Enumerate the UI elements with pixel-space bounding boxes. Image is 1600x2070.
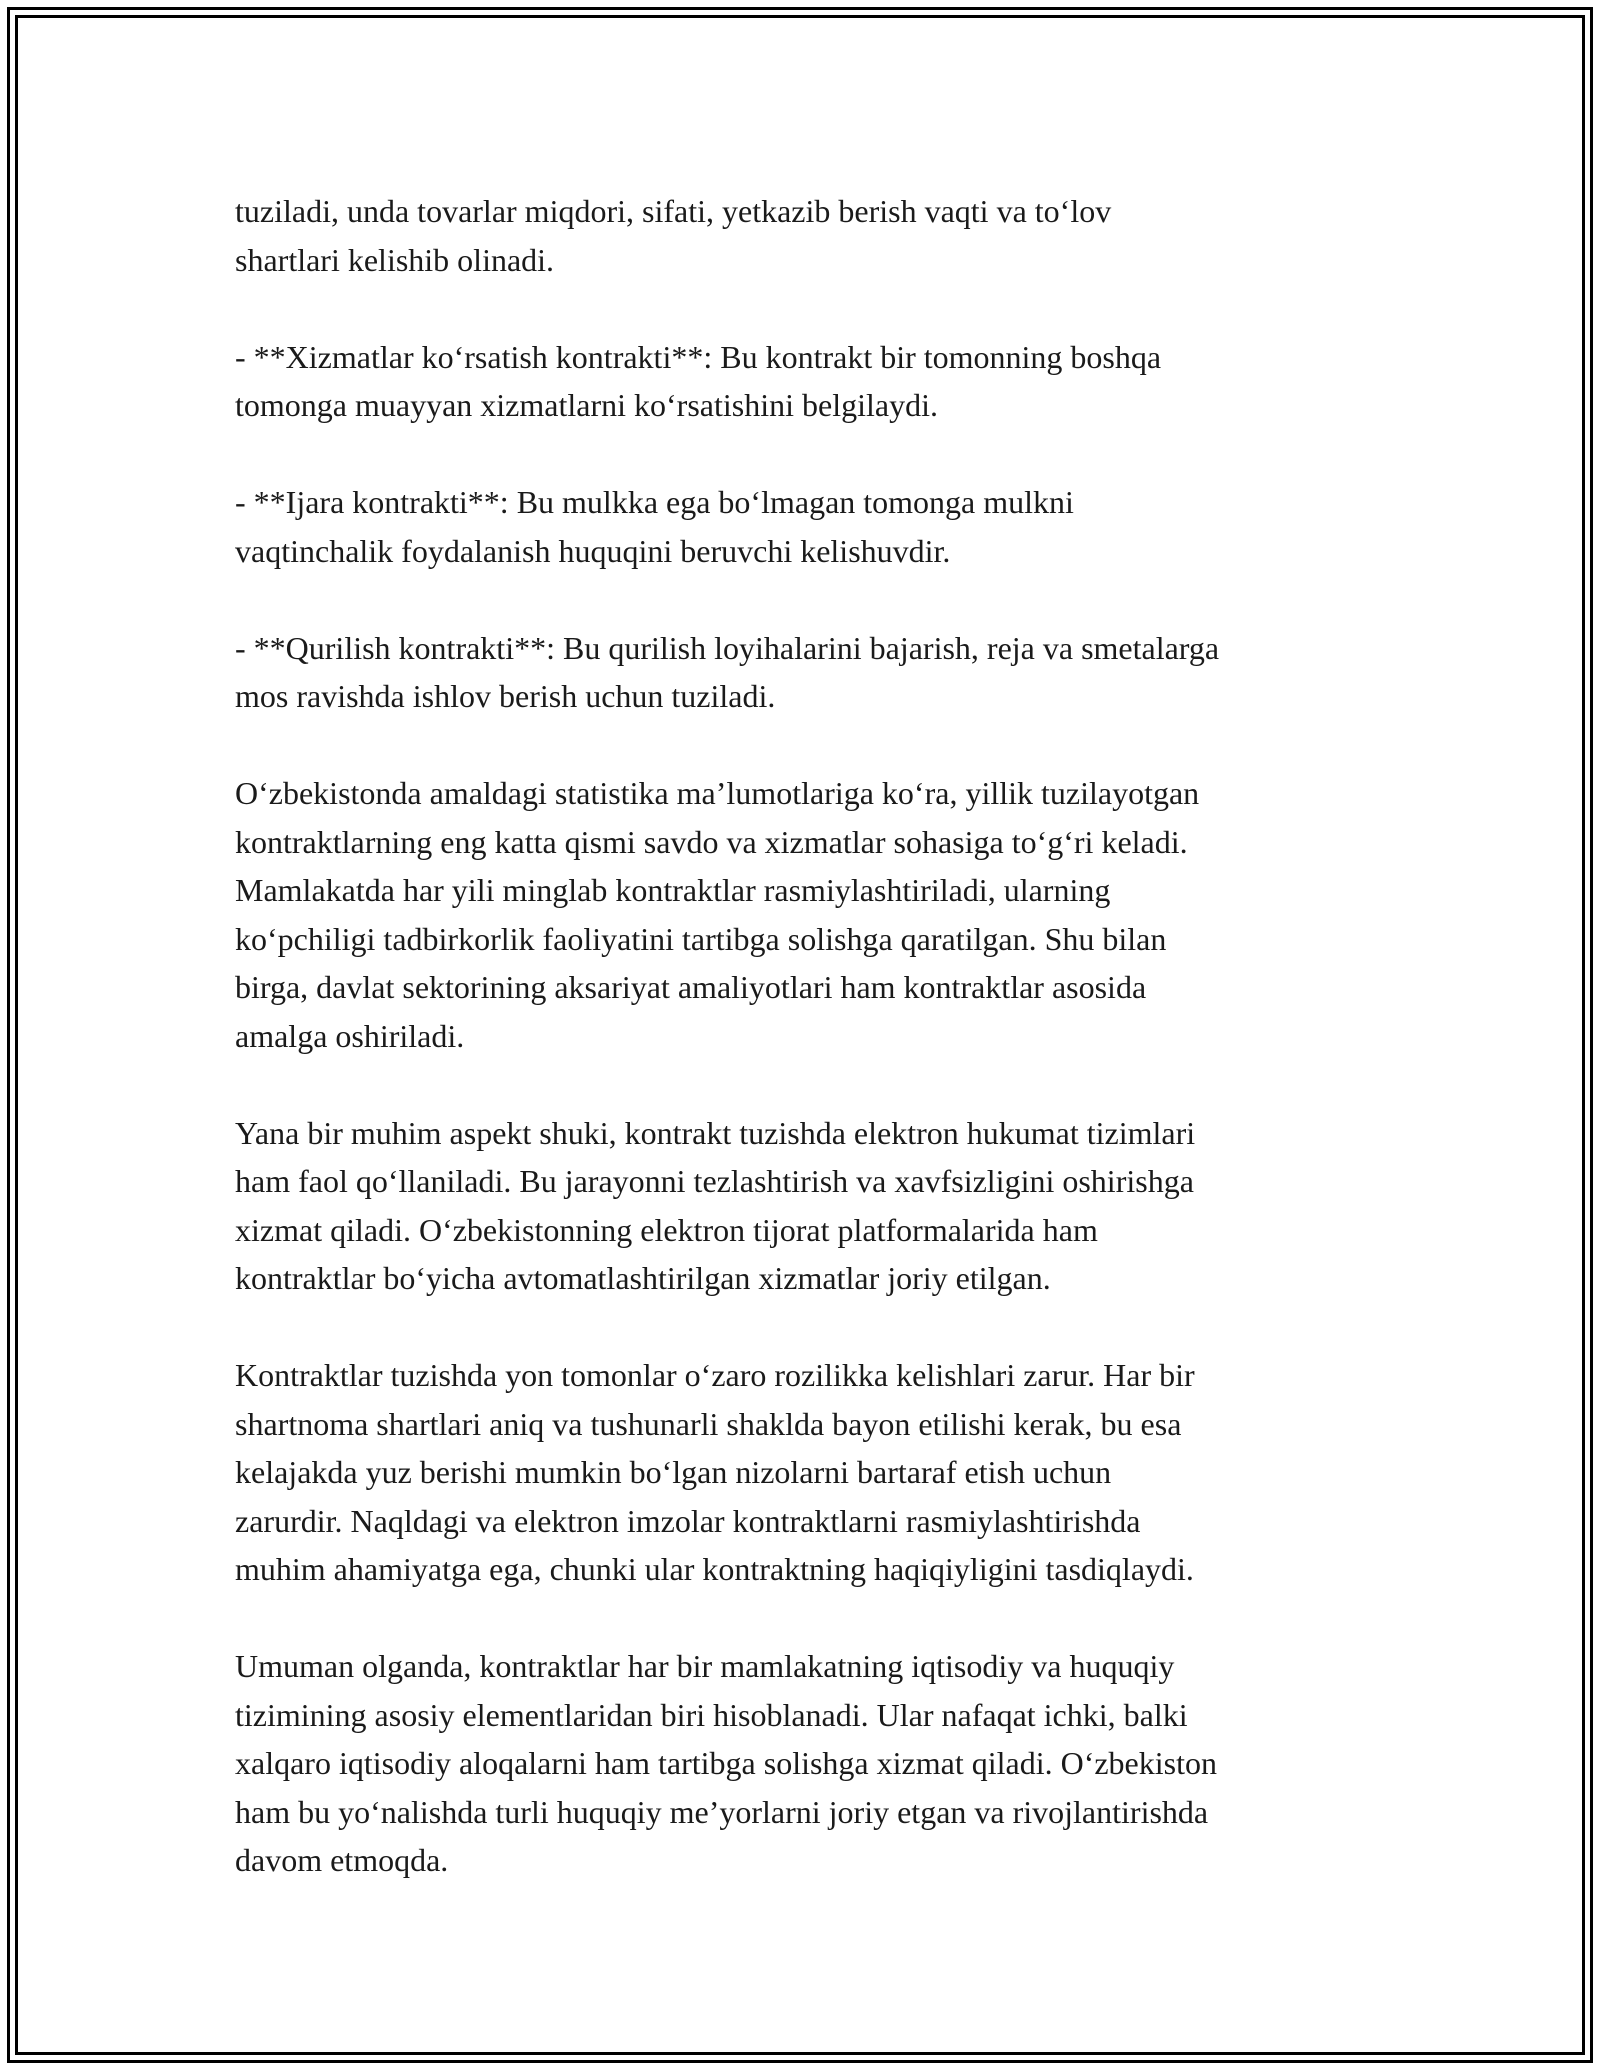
paragraph-statistics: O‘zbekistonda amaldagi statistika ma’lumotlariga ko‘ra, yillik tuzilayotgan kontraktlarning eng katta qismi savdo va xizmatlar sohasiga to‘g‘ri keladi. Mamlakatda har yili minglab kontraktlar rasmiylashtiriladi, ularning ko‘pchiligi tadbirkorlik faoliyatini tartibga solishga qaratilgan. Shu bilan birga, davlat sektorining aksariyat amaliyotlari ham kontraktlar asosida amalga oshiriladi. bbox=[235, 775, 1200, 1054]
paragraph-trade-contract-continuation: tuziladi, unda tovarlar miqdori, sifati, yetkazib berish vaqti va to‘lov shartlari kelishib olinadi. bbox=[235, 193, 1112, 278]
document-body bbox=[235, 187, 1405, 1885]
paragraph-mutual-consent: Kontraktlar tuzishda yon tomonlar o‘zaro rozilikka kelishlari zarur. Har bir shartnoma shartlari aniq va tushunarli shaklda bayon etilishi kerak, bu esa kelajakda yuz berishi mumkin bo‘lgan nizolarni bartaraf etish uchun zarurdir. Naqldagi va elektron imzolar kontraktlarni rasmiylashtirishda muhim ahamiyatga ega, chunki ular kontraktning haqiqiyligini tasdiqlaydi. bbox=[235, 1357, 1195, 1587]
paragraph-conclusion: Umuman olganda, kontraktlar har bir mamlakatning iqtisodiy va huquqiy tizimining asosiy elementlaridan biri hisoblanadi. Ular nafaqat ichki, balki xalqaro iqtisodiy aloqalarni ham tartibga solishga xizmat qiladi. O‘zbekiston ham bu yo‘nalishda turli huquqiy me’yorlarni joriy etgan va rivojlantirishda davom etmoqda. bbox=[235, 1648, 1217, 1878]
paragraph-e-government: Yana bir muhim aspekt shuki, kontrakt tuzishda elektron hukumat tizimlari ham faol qo‘llaniladi. Bu jarayonni tezlashtirish va xavfsizligini oshirishga xizmat qiladi. O‘zbekistonning elektron tijorat platformalarida ham kontraktlar bo‘yicha avtomatlashtirilgan xizmatlar joriy etilgan. bbox=[235, 1114, 1196, 1296]
list-item-services-contract: - **Xizmatlar ko‘rsatish kontrakti**: Bu kontrakt bir tomonning boshqa tomonga muayyan xizmatlarni ko‘rsatishini belgilaydi. bbox=[235, 338, 1162, 423]
list-item-construction-contract: - **Qurilish kontrakti**: Bu qurilish loyihalarini bajarish, reja va smetalarga mos ravishda ishlov berish uchun tuziladi. bbox=[235, 629, 1220, 714]
list-item-lease-contract: - **Ijara kontrakti**: Bu mulkka ega bo‘lmagan tomonga mulkni vaqtinchalik foydalanish huquqini beruvchi kelishuvdir. bbox=[235, 484, 1074, 569]
